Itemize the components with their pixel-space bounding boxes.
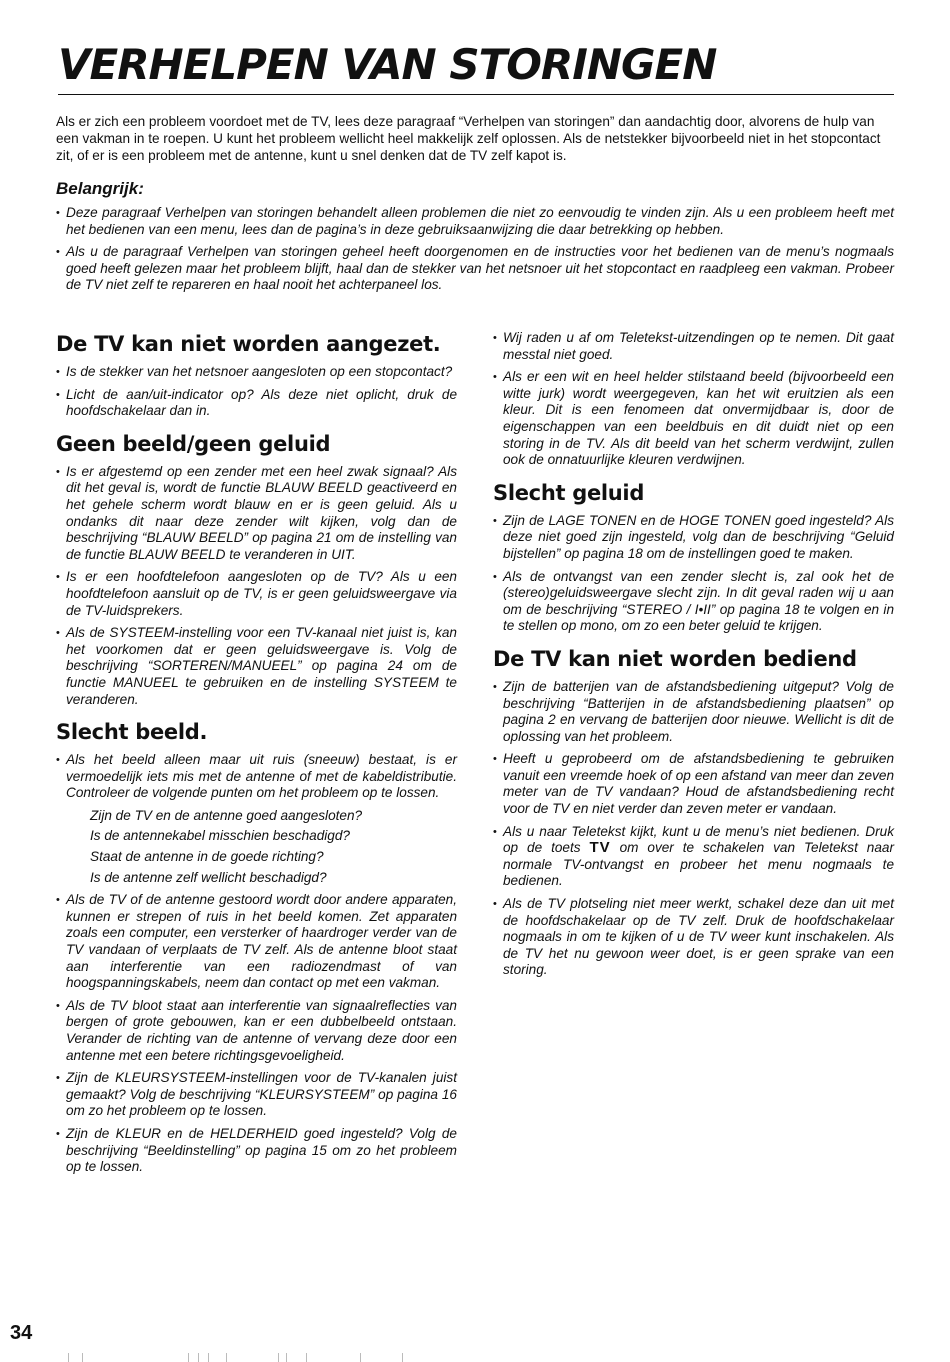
list-item-text: Als u naar Teletekst kijkt, kunt u de menu’s niet bedienen. Druk op de toets — [503, 823, 894, 856]
page-title: VERHELPEN VAN STORINGEN — [58, 36, 894, 95]
section-list — [56, 364, 457, 420]
intro-paragraph: Als er zich een probleem voordoet met de TV, lees deze paragraaf “Verhelpen van storingen” dan aandachtig door, alvorens de hulp van een vakman in te roepen. U kunt het probleem wellicht heel makkelijk zelf oplossen. Als de netstekker bijvoorbeeld niet in het stopcontact zit, of er is een probleem met de antenne, kunt u snel denken dat de TV zelf kapot is. — [56, 114, 881, 163]
section-bad-sound — [493, 479, 894, 635]
list-item: • Is de stekker van het netsnoer aangesloten op een stopcontact? — [56, 364, 457, 381]
list-item: • Is er afgestemd op een zender met een heel zwak signaal? Als dit het geval is, wordt de functie BLAUW BEELD geactiveerd en het gehele scherm wordt blauw en er is geen geluid. Als u ondanks dit naar deze zender wilt kijken, volg dan de beschrijving “BLAUW BEELD” op pagina 21 om de instelling van de functie BLAUW BEELD te veranderen in UIT. — [56, 464, 457, 564]
section-list — [56, 892, 457, 1176]
list-item: • Heeft u geprobeerd om de afstandsbediening te gebruiken vanuit een vreemde hoek of op een afstand van meer dan zeven meter van de TV vandaan? Houd de afstandsbediening recht voor de TV en niet verder dan zeven meter er vandaan. — [493, 751, 894, 817]
right-column — [493, 330, 894, 989]
section-heading: Slecht geluid — [493, 480, 645, 505]
list-item: • Zijn de LAGE TONEN en de HOGE TONEN goed ingesteld? Als deze niet goed zijn ingesteld, volg dan de beschrijving “Geluid bijstellen” op pagina 18 om de instellingen goed te maken. — [493, 513, 894, 563]
print-registration-marks — [60, 1353, 420, 1362]
checklist-item: Staat de antenne in de goede richting? — [90, 849, 324, 865]
list-item-text: om over te schakelen van Teletekst naar normale TV-ontvangst en probeer het menu nogmaals te bedienen. — [503, 840, 894, 889]
section-list — [493, 679, 894, 979]
list-item: • Als er een wit en heel helder stilstaand beeld (bijvoorbeeld een witte jurk) wordt weergegeven, kan het wit eruitzien als een kleur. Dit is een fenomeen dat onvermijdbaar is, door de eigenschappen van een beeldbuis en dit duidt niet op een storing in de TV. Als dit beeld van het scherm verdwijnt, zullen ook de onnatuurlijke kleuren verdwijnen. — [493, 369, 894, 469]
checklist-item: Is de antenne zelf wellicht beschadigd? — [90, 869, 327, 885]
section-list — [56, 752, 457, 802]
page-number: 34 — [10, 1322, 33, 1344]
list-item: • Zijn de KLEURSYSTEEM-instellingen voor de TV-kanalen juist gemaakt? Volg de beschrijving “KLEURSYSTEEM” op pagina 16 om zo het probleem op te lossen. — [56, 1070, 457, 1120]
list-item: • Zijn de KLEUR en de HELDERHEID goed ingesteld? Volg de beschrijving “Beeldinstelling” op pagina 15 om zo het probleem op te lossen. — [56, 1126, 457, 1176]
section-heading: Geen beeld/geen geluid — [56, 431, 331, 456]
important-heading: Belangrijk: — [56, 179, 144, 198]
checklist-item: Is de antennekabel misschien beschadigd? — [90, 828, 350, 844]
section-continued — [493, 330, 894, 469]
checklist-item: Zijn de TV en de antenne goed aangesloten? — [90, 807, 363, 823]
list-item: • Als u de paragraaf Verhelpen van storingen geheel heeft doorgenomen en de instructies voor het bedienen van de menu’s nogmaals goed heeft gelezen maar het probleem blijft, haal dan de stekker van het netsnoer uit het stopcontact en raadpleeg een vakman. Probeer de TV niet zelf te repareren en haal nooit het achterpaneel los. — [56, 244, 894, 294]
section-tv-not-on — [56, 330, 457, 420]
section-bad-picture — [56, 718, 457, 1176]
list-item: • Deze paragraaf Verhelpen van storingen behandelt alleen problemen die niet zo eenvoudig te vinden zijn. Als u een probleem heeft met het bedienen van een menu, lees dan de pagina’s in deze gebruiksaanwijzing die daar betrekking op hebben. — [56, 205, 894, 238]
section-list — [493, 330, 894, 469]
list-item — [493, 824, 894, 890]
list-item: • Zijn de batterijen van de afstandsbediening uitgeput? Volg de beschrijving “Batterijen in de afstandsbediening plaatsen” op pagina 2 en vervang de batterijen door nieuwe. Wellicht is dit de oplossing van het probleem. — [493, 679, 894, 745]
list-item: • Als de TV bloot staat aan interferentie van signaalreflecties van bergen of grote gebouwen, kan er een dubbelbeeld ontstaan. Verander de richting van de antenne of vervang deze door een antenne met een betere richtingsgevoeligheid. — [56, 998, 457, 1064]
left-column — [56, 330, 457, 1186]
list-item: • Als de SYSTEEM-instelling voor een TV-kanaal niet juist is, kan het voorkomen dat er geen geluidsweergave is. Volg de beschrijving “SORTEREN/MANUEEL” op pagina 24 om de functie MANUEEL te gebruiken en de instelling SYSTEEM te veranderen. — [56, 625, 457, 708]
list-item: • Als de ontvangst van een zender slecht is, zal ook het de (stereo)geluidsweergave slecht zijn. In dit geval raden wij u aan om de beschrijving “STEREO / I•II” op pagina 18 te volgen en in te stellen op mono, om zo een beter geluid te krijgen. — [493, 569, 894, 635]
section-no-picture-no-sound — [56, 430, 457, 708]
section-heading: De TV kan niet worden bediend — [493, 646, 857, 671]
section-list — [493, 513, 894, 635]
section-heading: Slecht beeld. — [56, 720, 208, 745]
important-notes — [56, 205, 894, 300]
tv-key-label: TV — [589, 839, 611, 857]
list-item: • Is er een hoofdtelefoon aangesloten op de TV? Als u een hoofdtelefoon aansluit op de TV, is er geen geluidsweergave via de TV-luidsprekers. — [56, 569, 457, 619]
list-item: • Als het beeld alleen maar uit ruis (sneeuw) bestaat, is er vermoedelijk iets mis met de antenne of met de kabeldistributie. Controleer de volgende punten om het probleem op te lossen. — [56, 752, 457, 802]
list-item: • Licht de aan/uit-indicator op? Als deze niet oplicht, druk de hoofdschakelaar dan in. — [56, 387, 457, 420]
list-item: • Wij raden u af om Teletekst-uitzendingen op te nemen. Dit gaat messtal niet goed. — [493, 330, 894, 363]
list-item: • Als de TV of de antenne gestoord wordt door andere apparaten, kunnen er strepen of ruis in het beeld komen. Zet apparaten zoals een computer, een versterker of haardroger verder van de TV vandaan of verplaats de TV zelf. Als de antenne bloot staat aan interferentie van een radiozendmast of van hoogspanningskabels, neem dan contact op met een vakman. — [56, 892, 457, 992]
section-tv-cannot-be-operated — [493, 645, 894, 979]
checklist — [90, 808, 457, 886]
list-item: • Als de TV plotseling niet meer werkt, schakel deze dan uit met de hoofdschakelaar op de TV zelf. Druk de hoofdschakelaar nogmaals in om te kijken of u de TV weer kunt inschakelen. Als de TV het nu gewoon weer doet, is er geen sprake van een storing. — [493, 896, 894, 979]
section-list — [56, 464, 457, 708]
section-heading: De TV kan niet worden aangezet. — [56, 332, 441, 356]
important-list — [56, 205, 894, 294]
